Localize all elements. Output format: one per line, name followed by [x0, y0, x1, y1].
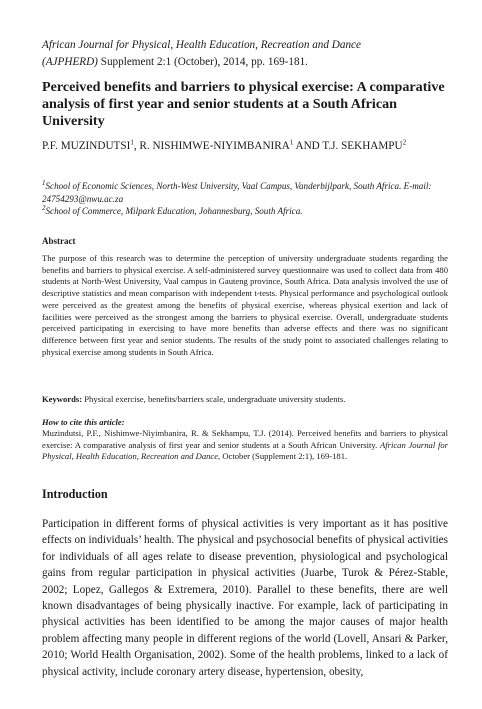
- author-3-affiliation: 2: [402, 138, 407, 147]
- journal-issue: Supplement 2:1 (October), 2014, pp. 169-181.: [100, 56, 308, 68]
- author-2: , R. NISHIMWE-NIYIMBANIRA: [133, 140, 290, 152]
- affiliation-2: School of Commerce, Milpark Education, Johannesburg, South Africa.: [45, 206, 303, 216]
- affiliation-1-mark: 1: [42, 178, 46, 187]
- keywords: [42, 394, 448, 406]
- journal-abbr: (AJPHERD): [42, 56, 98, 68]
- keywords-label: Keywords:: [42, 394, 83, 404]
- abstract-text: The purpose of this research was to determine the perception of university undergraduate students regarding the benefits and barriers to physical exercise. A self-administered survey questionnaire was used to collect data from 480 students at North-West University, Vaal campus in Gauteng province, South Africa. Data analysis involved the use of descriptive statistics and mean comparison with independent t-tests. Physical performance and psychological outlook were perceived as the greatest among the benefits of physical exercise, whereas physical exertion and lack of facilities were perceived as the strongest among the barriers to physical exercise. Overall, undergraduate students perceived participating in exercising to have more benefits than adverse effects and there was no significant difference between first year and senior students. The results of the study point to associated challenges relating to physical exercise among students in South Africa.: [42, 253, 448, 357]
- journal-name: African Journal for Physical, Health Education, Recreation and Dance: [42, 39, 361, 51]
- introduction-text: Participation in different forms of physical activities is very important as it has positive effects on individuals’ health. The physical and psychosocial benefits of physical activities for individuals of all ages relate to disease prevention, physiological and psychological gains from regular participation in physical activities (Juarbe, Turok & Pérez-Stable, 2002; Lopez, Gallegos & Extremera, 2010). Parallel to these benefits, there are well known disadvantages of being physically inactive. For example, lack of participating in physical activities has been identified to be among the major causes of major health problem affecting many people in different regions of the world (Lovell, Ansari & Parker, 2010; World Health Organisation, 2002). Some of the health problems, linked to a lack of physical activity, include coronary artery disease, hypertension, obesity,: [42, 518, 448, 678]
- affiliation-1: School of Economic Sciences, North-West University, Vaal Campus, Vanderbijlpark, South Africa. E-mail: 24754293@nwu.ac.za: [42, 181, 432, 204]
- affiliations: [42, 180, 448, 218]
- citation-text: [42, 428, 448, 463]
- paper-title: Perceived benefits and barriers to physical exercise: A comparative analysis of first year and senior students at a South African University: [42, 79, 445, 129]
- author-3: AND T.J. SEKHAMPU: [293, 140, 403, 152]
- author-list: [42, 138, 448, 155]
- author-2-affiliation: 1: [289, 138, 294, 147]
- citation-heading: How to cite this article:: [42, 417, 125, 427]
- introduction-heading: Introduction: [42, 487, 108, 501]
- affiliation-2-mark: 2: [42, 203, 46, 212]
- citation-journal: African Journal for Physical, Health Education, Recreation and Dance,: [42, 439, 448, 462]
- keywords-text: Physical exercise, benefits/barriers scale, undergraduate university students.: [82, 394, 346, 404]
- citation-issue: October (Supplement 2:1), 169-181.: [220, 451, 348, 462]
- author-1-affiliation: 1: [130, 138, 134, 147]
- citation-authors-title: Muzindutsi, P.F., Nishimwe-Niyimbanira, R. & Sekhampu, T.J. (2014). Perceived benefits and barriers to physical exercise: A comparative analysis of first year and senior students at a South African University.: [42, 428, 448, 450]
- author-1: P.F. MUZINDUTSI: [42, 140, 131, 152]
- journal-header: [42, 37, 448, 71]
- abstract-heading: Abstract: [42, 236, 76, 246]
